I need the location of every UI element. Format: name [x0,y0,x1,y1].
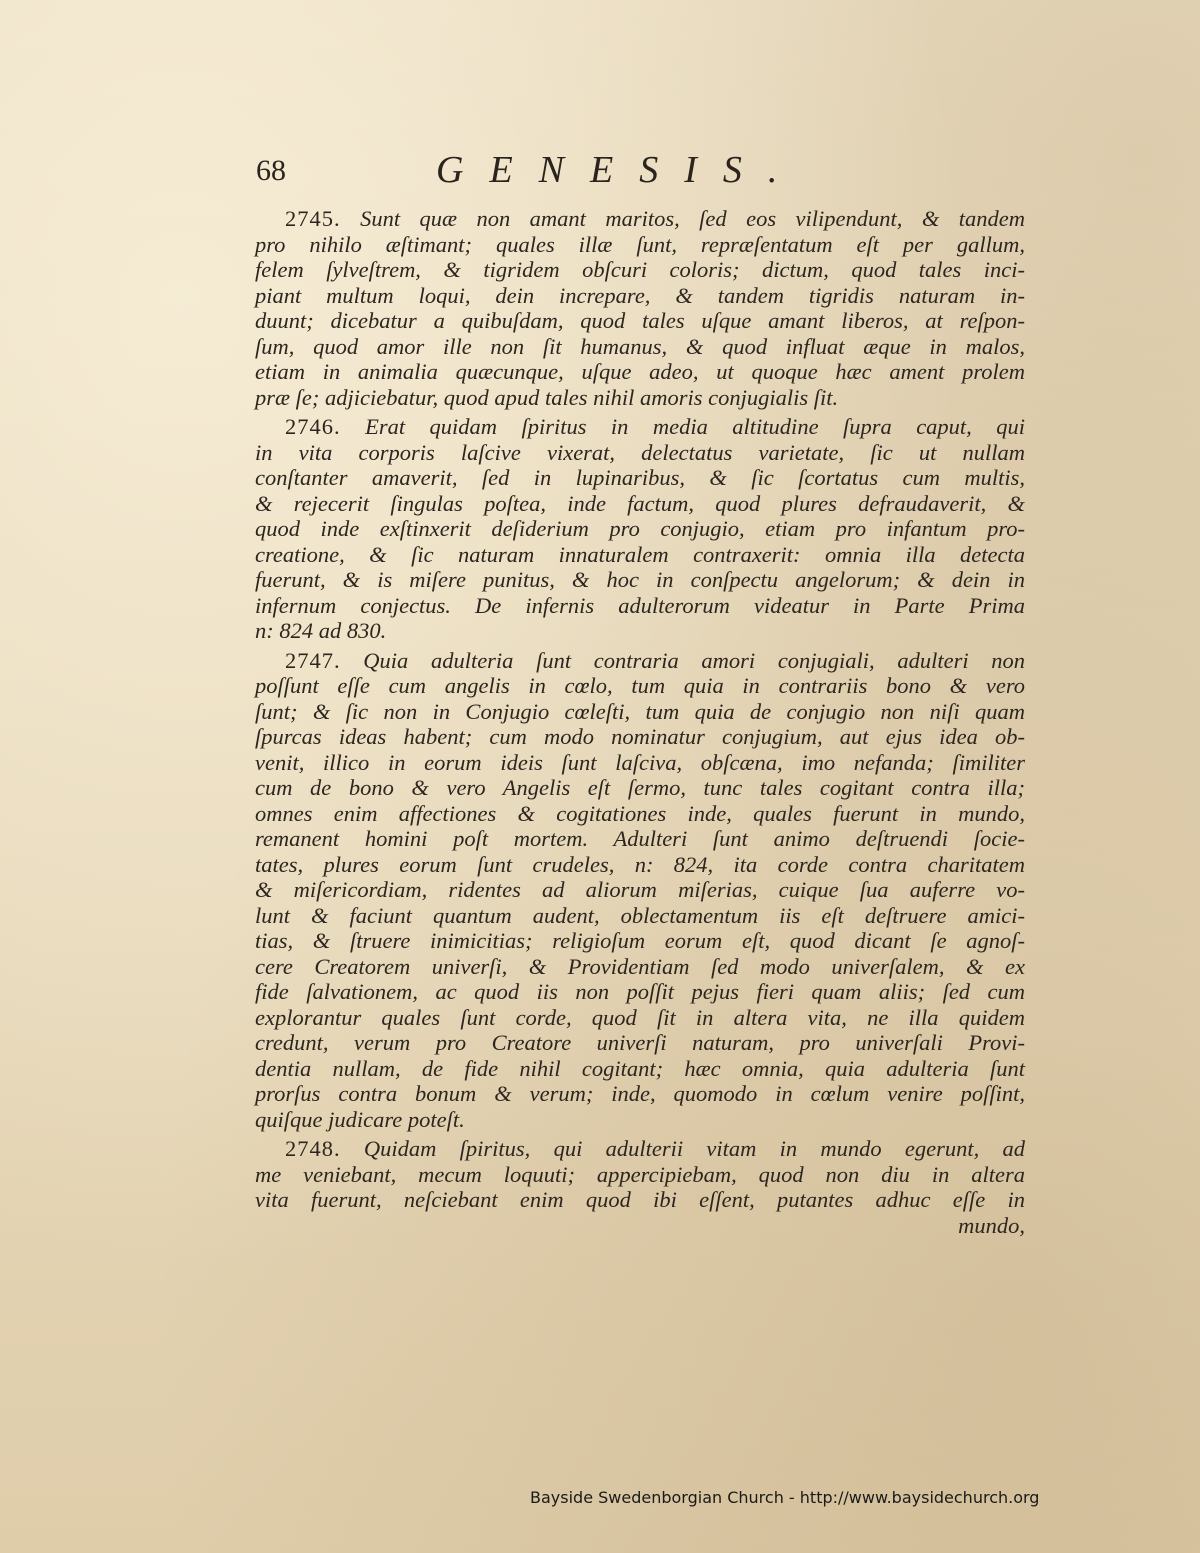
paragraph-line: ſum, quod amor ille non ſit humanus, & quod influat æque in malos, [255,333,1025,359]
paragraph-2745 [255,206,1025,410]
paragraph-line: felem ſylveſtrem, & tigridem obſcuri coloris; dictum, quod tales inci- [255,257,1025,282]
paragraph-2747 [255,648,1025,1133]
paragraph-number: 2748. [285,1136,341,1161]
page-header [256,148,1026,198]
paragraph-line: poſſunt eſſe cum angelis in cœlo, tum quia in contrariis bono & vero [255,673,1025,698]
paragraph-line: quiſque judicare poteſt. [255,1106,465,1132]
paragraph-line: piant multum loqui, dein increpare, & tandem tigridis naturam in- [255,282,1025,308]
paragraph-line: conſtanter amaverit, ſed in lupinaribus, & ſic ſcortatus cum multis, [255,465,1025,490]
paragraph-line: præ ſe; adjiciebatur, quod apud tales nihil amoris conjugialis ſit. [255,384,839,410]
paragraph-line: vita fuerunt, neſciebant enim quod ibi eſſent, putantes adhuc eſſe in [255,1187,1025,1212]
paragraph-line: etiam in animalia quæcunque, uſque adeo, ut quoque hæc ament prolem [255,359,1025,384]
paragraph-line: remanent homini poſt mortem. Adulteri ſunt animo deſtruendi ſocie- [255,826,1025,851]
paragraph-line: cum de bono & vero Angelis eſt ſermo, tunc tales cogitant contra illa; [255,775,1025,800]
catchword: mundo, [958,1212,1025,1238]
paragraph-line: omnes enim affectiones & cogitationes inde, quales fuerunt in mundo, [255,800,1025,826]
paragraph-line: tias, & ſtruere inimicitias; religioſum eorum eſt, quod dicant ſe agnoſ- [255,928,1025,953]
paragraph-line: quod inde exſtinxerit deſiderium pro conjugio, etiam pro infantum pro- [255,516,1025,541]
paragraph-line: duunt; dicebatur a quibuſdam, quod tales uſque amant liberos, at reſpon- [255,308,1025,333]
paragraph-line: tates, plures eorum ſunt crudeles, n: 824, ita corde contra charitatem [255,851,1025,877]
paragraph-line: infernum conjectus. De infernis adulterorum videatur in Parte Prima [255,592,1025,618]
paragraph-line: creatione, & ſic naturam innaturalem contraxerit: omnia illa detecta [255,541,1025,567]
paragraph-line: n: 824 ad 830. [255,618,387,643]
paragraph-2746 [255,414,1025,644]
paragraph-line: 2747. Quia adulteria ſunt contraria amori conjugiali, adulteri non [285,647,1025,673]
paragraph-line: dentia nullam, de fide nihil cogitant; hæc omnia, quia adulteria ſunt [255,1055,1025,1081]
source-credit: Bayside Swedenborgian Church - http://www.baysidechurch.org [530,1488,1040,1507]
paragraph-line: ſunt; & ſic non in Conjugio cœleſti, tum quia de conjugio non niſi quam [255,698,1025,724]
paragraph-line: & miſericordiam, ridentes ad aliorum miſerias, cuique ſua auferre vo- [255,877,1025,902]
paragraph-line: prorſus contra bonum & verum; inde, quomodo in cœlum venire poſſint, [255,1081,1025,1106]
paragraph-number: 2747. [285,647,341,673]
paragraph-number: 2745. [285,206,341,231]
paragraph-line: ſpurcas ideas habent; cum modo nominatur conjugium, aut ejus idea ob- [255,724,1025,749]
paragraph-line: pro nihilo æſtimant; quales illæ ſunt, repræſentatum eſt per gallum, [255,231,1025,257]
paragraph-2748 [255,1136,1025,1238]
paragraph-line: in vita corporis laſcive vixerat, delectatus varietate, ſic ut nullam [255,439,1025,465]
paragraph-line: credunt, verum pro Creatore univerſi naturam, pro univerſali Provi- [255,1030,1025,1055]
page-number: 68 [256,154,286,187]
paragraph-line: venit, illico in eorum ideis ſunt laſciva, obſcæna, imo nefanda; ſimiliter [255,749,1025,775]
paragraph-line: explorantur quales ſunt corde, quod ſit in altera vita, ne illa quidem [255,1004,1025,1030]
paragraph-line: & rejecerit ſingulas poſtea, inde factum, quod plures defraudaverit, & [255,490,1025,516]
paragraph-number: 2746. [285,414,341,439]
paragraph-line: fuerunt, & is miſere punitus, & hoc in conſpectu angelorum; & dein in [255,567,1025,592]
paragraph-line: lunt & faciunt quantum audent, oblectamentum iis eſt deſtruere amici- [255,902,1025,928]
paragraph-line: cere Creatorem univerſi, & Providentiam ſed modo univerſalem, & ex [255,953,1025,979]
paragraph-line: me veniebant, mecum loquuti; appercipiebam, quod non diu in altera [255,1161,1025,1187]
running-title: GENESIS. [436,149,804,191]
paragraph-line: 2748. Quidam ſpiritus, qui adulterii vitam in mundo egerunt, ad [285,1136,1025,1161]
body-text [255,206,1025,1242]
paragraph-line: fide ſalvationem, ac quod iis non poſſit pejus fieri quam aliis; ſed cum [255,979,1025,1004]
paragraph-line: 2745. Sunt quæ non amant maritos, ſed eos vilipendunt, & tandem [285,206,1026,231]
paragraph-line: 2746. Erat quidam ſpiritus in media altitudine ſupra caput, qui [285,414,1026,439]
